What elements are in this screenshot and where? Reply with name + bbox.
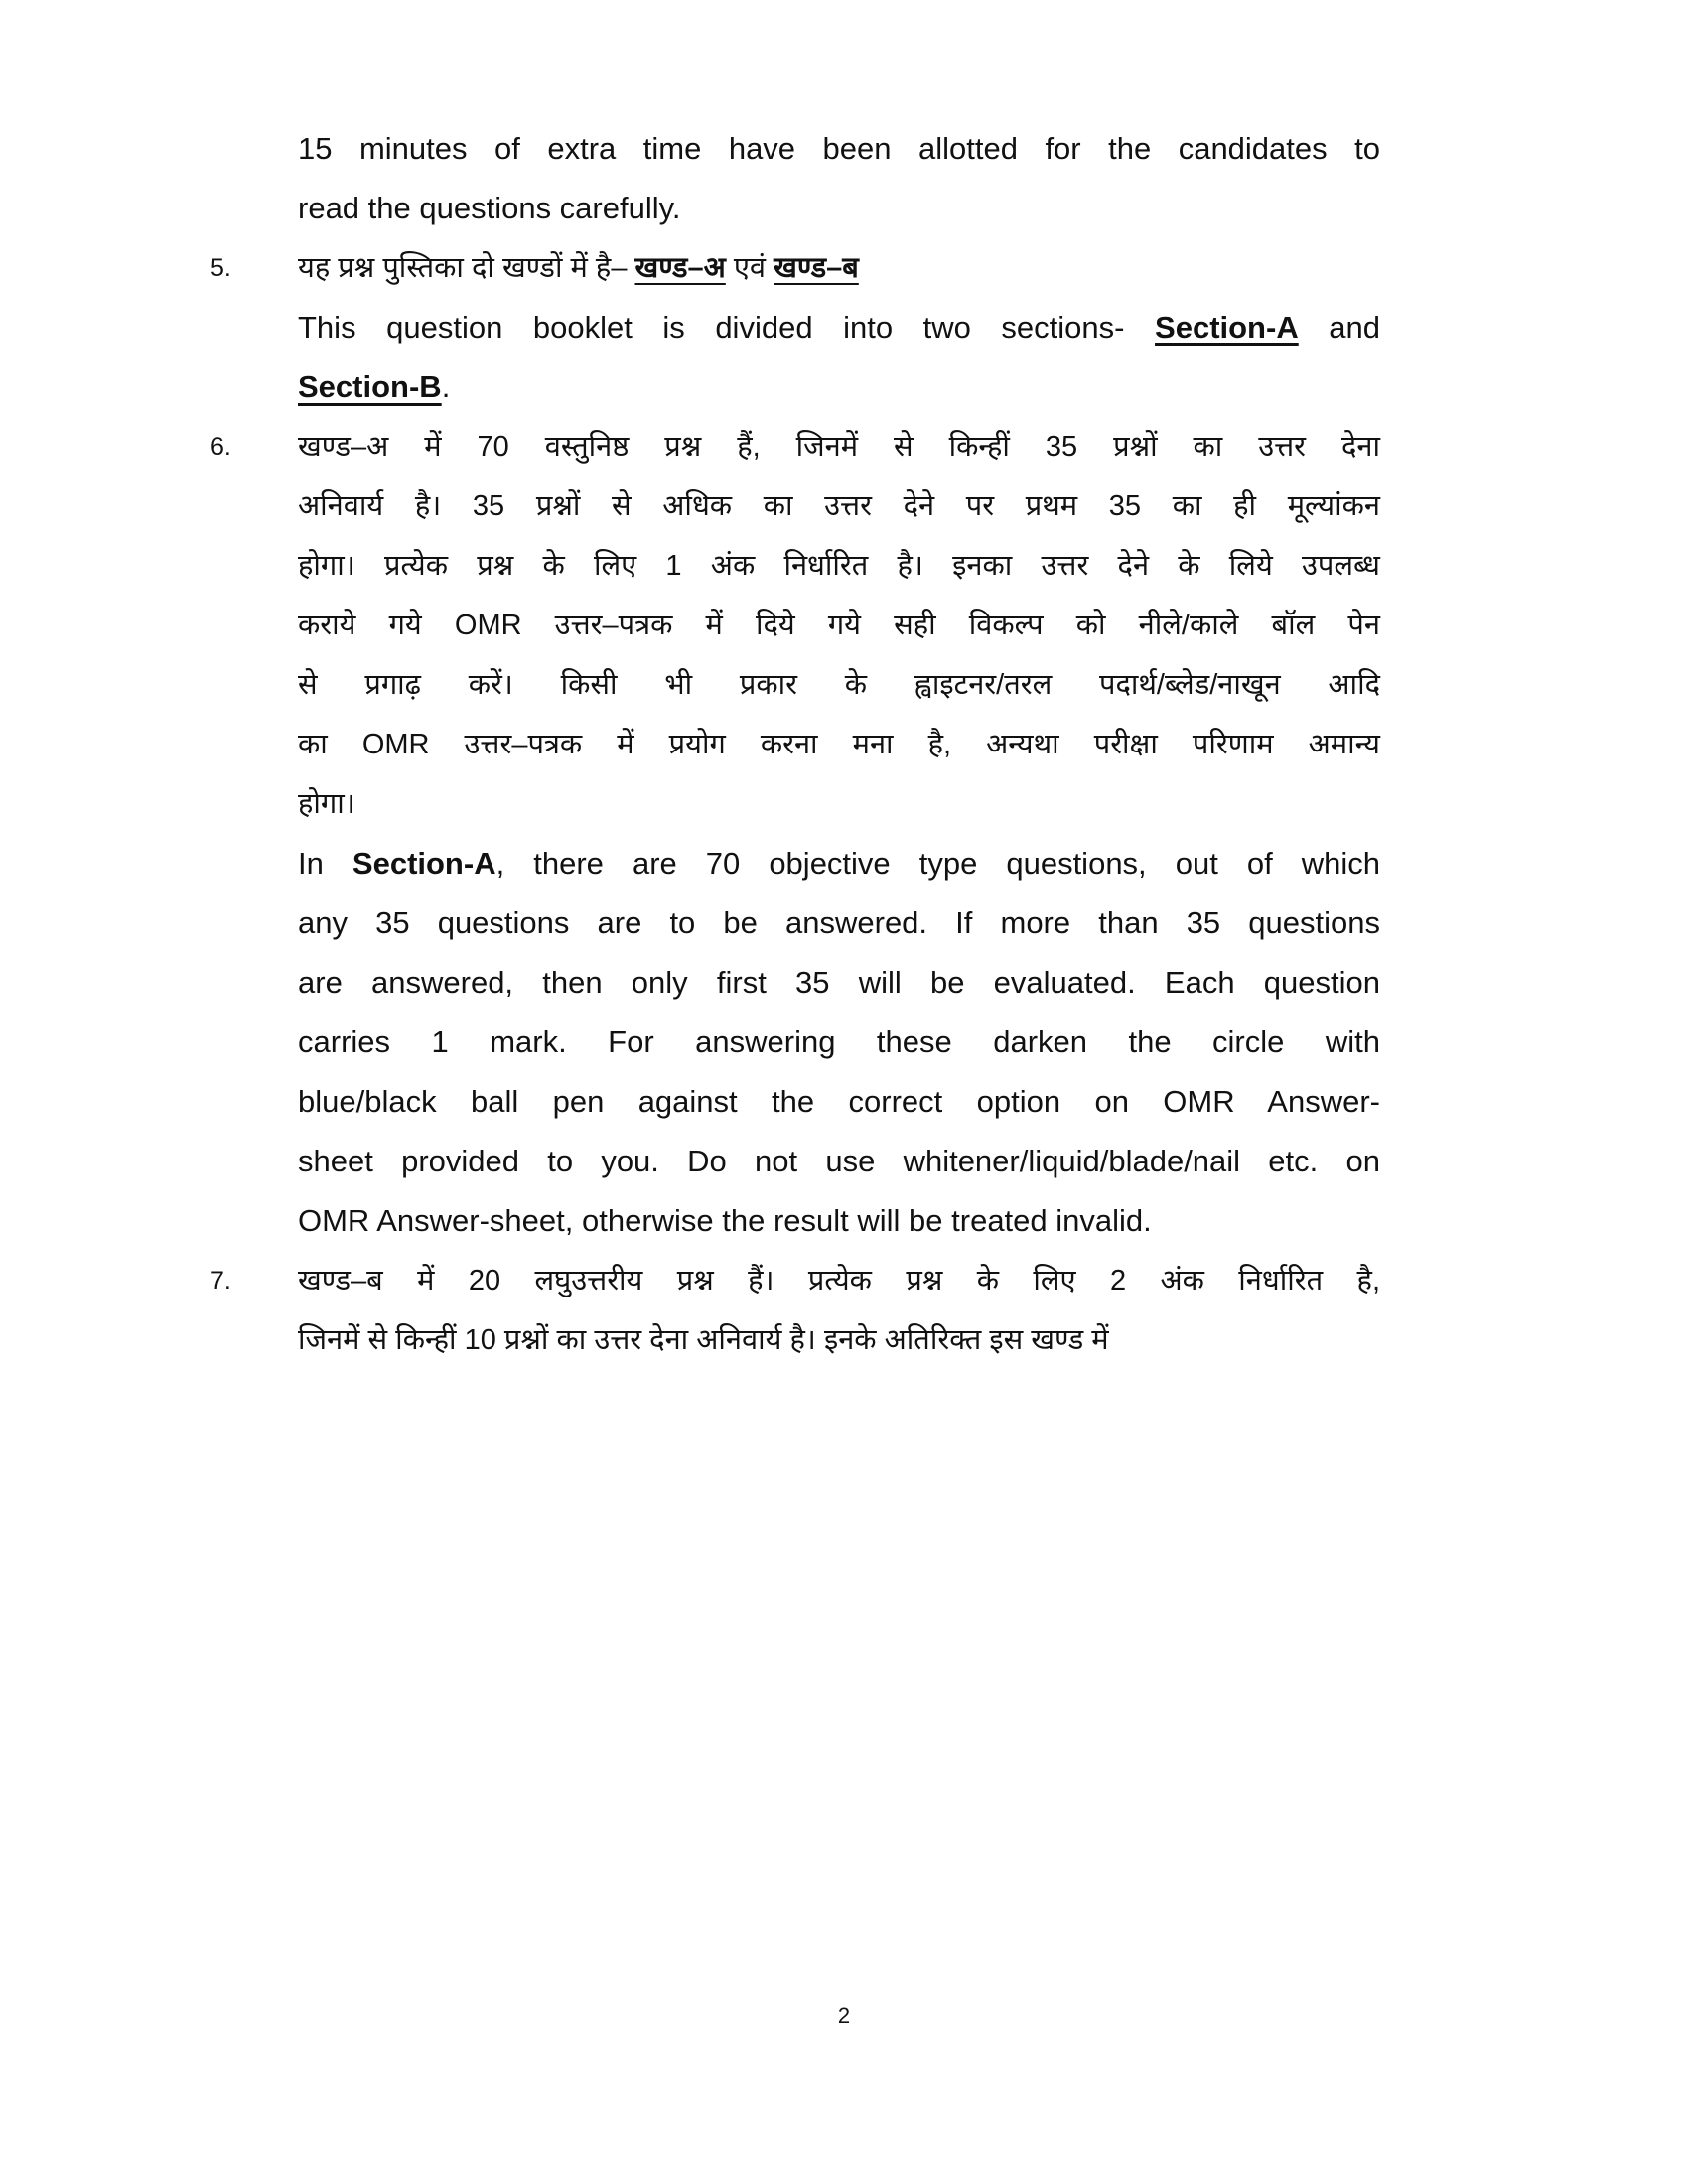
text-run: , there are 70 objective type questions, out of which bbox=[495, 846, 1380, 881]
instruction-block-7-hindi bbox=[211, 1251, 1380, 1370]
text-line: carries 1 mark. For answering these darken the circle with bbox=[298, 1024, 1380, 1059]
page-number: 2 bbox=[837, 2003, 851, 2028]
text-line: sheet provided to you. Do not use whitener/liquid/blade/nail etc. on bbox=[298, 1144, 1380, 1178]
text-line: 15 minutes of extra time have been allotted for the candidates to bbox=[298, 131, 1380, 166]
text-line: होगा। प्रत्येक प्रश्न के लिए 1 अंक निर्धारित है। इनका उत्तर देने के लिये उपलब्ध bbox=[298, 550, 1380, 582]
instruction-block-6-hindi bbox=[211, 417, 1380, 834]
instruction-block-4-continued bbox=[298, 119, 1380, 238]
instruction-block-5-hindi bbox=[211, 238, 1380, 298]
text-line: read the questions carefully. bbox=[298, 191, 681, 225]
text-line: अनिवार्य है। 35 प्रश्नों से अधिक का उत्तर देने पर प्रथम 35 का ही मूल्यांकन bbox=[298, 490, 1380, 522]
text-line: खण्ड–ब में 20 लघुउत्तरीय प्रश्न हैं। प्रत्येक प्रश्न के लिए 2 अंक निर्धारित है, bbox=[298, 1265, 1380, 1297]
text-line: any 35 questions are to be answered. If more than 35 questions bbox=[298, 905, 1380, 940]
text-run: एवं bbox=[725, 252, 774, 284]
text-run-section-a-hindi: खण्ड–अ bbox=[634, 252, 726, 284]
text-run-section-b-hindi: खण्ड–ब bbox=[774, 252, 859, 284]
paragraph-english bbox=[298, 298, 1380, 417]
text-run: In bbox=[298, 846, 352, 881]
text-run: यह प्रश्न पुस्तिका दो खण्डों में है– bbox=[298, 252, 635, 284]
paragraph-hindi bbox=[298, 238, 1380, 298]
list-number: 5. bbox=[211, 254, 231, 282]
text-line: खण्ड–अ में 70 वस्तुनिष्ठ प्रश्न हैं, जिनमें से किन्हीं 35 प्रश्नों का उत्तर देना bbox=[298, 431, 1380, 463]
text-line bbox=[298, 834, 1380, 893]
page-content bbox=[211, 119, 1380, 1370]
text-line: से प्रगाढ़ करें। किसी भी प्रकार के ह्वाइटनर/तरल पदार्थ/ब्लेड/नाखून आदि bbox=[298, 669, 1380, 701]
list-number: 6. bbox=[211, 433, 231, 461]
text-line: are answered, then only first 35 will be evaluated. Each question bbox=[298, 965, 1380, 1000]
text-run-section-a: Section-A bbox=[1155, 310, 1299, 344]
paragraph-english bbox=[298, 834, 1380, 1251]
instruction-block-6-english bbox=[298, 834, 1380, 1251]
text-line bbox=[298, 298, 1380, 357]
list-number: 7. bbox=[211, 1267, 231, 1295]
text-line: OMR Answer-sheet, otherwise the result will be treated invalid. bbox=[298, 1203, 1152, 1238]
text-run: . bbox=[441, 369, 451, 404]
text-line: blue/black ball pen against the correct option on OMR Answer- bbox=[298, 1084, 1380, 1119]
paragraph-hindi bbox=[298, 1251, 1380, 1370]
text-run: and bbox=[1298, 310, 1380, 344]
text-line: का OMR उत्तर–पत्रक में प्रयोग करना मना है, अन्यथा परीक्षा परिणाम अमान्य bbox=[298, 729, 1380, 760]
text-line bbox=[298, 238, 1380, 298]
paragraph-english bbox=[298, 119, 1380, 238]
instruction-block-5-english bbox=[298, 298, 1380, 417]
text-run-section-b: Section-B bbox=[298, 369, 442, 404]
text-line: जिनमें से किन्हीं 10 प्रश्नों का उत्तर देना अनिवार्य है। इनके अतिरिक्त इस खण्ड में bbox=[298, 1324, 1109, 1356]
text-run-section-a: Section-A bbox=[352, 846, 496, 881]
paragraph-hindi bbox=[298, 417, 1380, 834]
text-line bbox=[298, 357, 1380, 417]
text-line: कराये गये OMR उत्तर–पत्रक में दिये गये सही विकल्प को नीले/काले बॉल पेन bbox=[298, 610, 1380, 641]
text-run: This question booklet is divided into two sections- bbox=[298, 310, 1156, 344]
text-line: होगा। bbox=[298, 788, 355, 820]
